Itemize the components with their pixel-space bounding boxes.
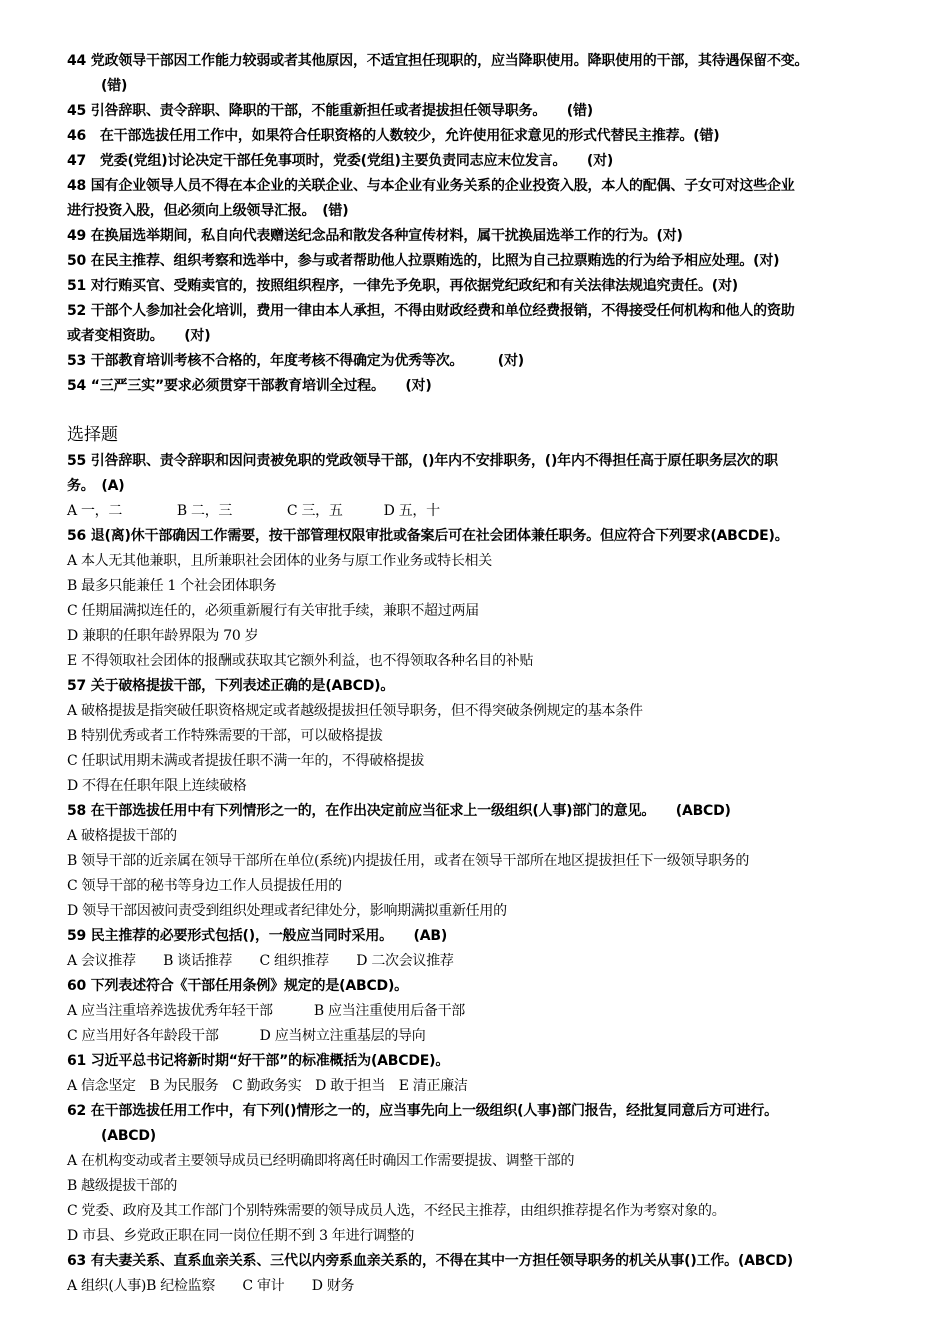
question-61-options: A 信念坚定 B 为民服务 C 勤政务实 D 敢于担当 E 清正廉洁 — [67, 1078, 468, 1094]
question-52-line-1: 52 干部个人参加社会化培训，费用一律由本人承担，不得由财政经费和单位经费报销，不得接受任何机构和他人的资助 — [67, 303, 795, 319]
question-60-options-cd: C 应当用好各年龄段干部 D 应当树立注重基层的导向 — [67, 1028, 426, 1044]
question-57-option-a: A 破格提拔是指突破任职资格规定或者越级提拔担任领导职务，但不得突破条例规定的基本条件 — [67, 703, 643, 719]
question-56-option-d: D 兼职的任职年龄界限为 70 岁 — [67, 628, 259, 644]
question-62-line-1: 62 在干部选拔任用工作中，有下列()情形之一的，应当事先向上一级组织(人事)部门报告，经批复同意后方可进行。 — [67, 1103, 778, 1119]
question-62-option-d: D 市县、乡党政正职在同一岗位任期不到 3 年进行调整的 — [67, 1228, 415, 1244]
question-62-answer: (ABCD) — [101, 1128, 156, 1144]
question-50: 50 在民主推荐、组织考察和选举中，参与或者帮助他人拉票贿选的，比照为自己拉票贿选的行为给予相应处理。(对) — [67, 253, 780, 269]
question-62-option-a: A 在机构变动或者主要领导成员已经明确即将离任时确因工作需要提拔、调整干部的 — [67, 1153, 575, 1169]
section-title: 选择题 — [67, 425, 118, 445]
question-62-option-b: B 越级提拔干部的 — [67, 1178, 178, 1194]
question-58-option-c: C 领导干部的秘书等身边工作人员提拔任用的 — [67, 878, 342, 894]
question-60: 60 下列表述符合《干部任用条例》规定的是(ABCD)。 — [67, 978, 408, 994]
question-63-options: A 组织(人事)B 纪检监察 C 审计 D 财务 — [67, 1278, 355, 1294]
question-47: 47 党委(党组)讨论决定干部任免事项时，党委(党组)主要负责同志应末位发言。 (对) — [67, 153, 614, 169]
question-48-line-1: 48 国有企业领导人员不得在本企业的关联企业、与本企业有业务关系的企业投资入股，本人的配偶、子女可对这些企业 — [67, 178, 795, 194]
question-61: 61 习近平总书记将新时期“好干部”的标准概括为(ABCDE)。 — [67, 1053, 450, 1069]
question-55-line-2: 务。 (A) — [67, 478, 125, 494]
question-57-option-b: B 特别优秀或者工作特殊需要的干部，可以破格提拔 — [67, 728, 383, 744]
question-58-option-d: D 领导干部因被问责受到组织处理或者纪律处分，影响期满拟重新任用的 — [67, 903, 507, 919]
question-52-line-2: 或者变相资助。 (对) — [67, 328, 211, 344]
question-55-options: A 一，二 B 二，三 C 三，五 D 五，十 — [67, 503, 440, 519]
question-59: 59 民主推荐的必要形式包括()，一般应当同时采用。 (AB) — [67, 928, 448, 944]
question-57-option-c: C 任职试用期未满或者提拔任职不满一年的，不得破格提拔 — [67, 753, 425, 769]
question-54: 54 “三严三实”要求必须贯穿干部教育培训全过程。 (对) — [67, 378, 432, 394]
question-44-answer: (错) — [101, 78, 128, 94]
question-56-option-b: B 最多只能兼任 1 个社会团体职务 — [67, 578, 277, 594]
question-55-line-1: 55 引咎辞职、责令辞职和因问责被免职的党政领导干部，()年内不安排职务，()年内不得担任高于原任职务层次的职 — [67, 453, 778, 469]
question-57: 57 关于破格提拔干部，下列表述正确的是(ABCD)。 — [67, 678, 395, 694]
question-45: 45 引咎辞职、责令辞职、降职的干部，不能重新担任或者提拔担任领导职务。 (错) — [67, 103, 593, 119]
question-63: 63 有夫妻关系、直系血亲关系、三代以内旁系血亲关系的，不得在其中一方担任领导职务的机关从事()工作。(ABCD) — [67, 1253, 793, 1269]
question-51: 51 对行贿买官、受贿卖官的，按照组织程序，一律先予免职，再依据党纪政纪和有关法律法规追究责任。(对) — [67, 278, 738, 294]
question-56-option-c: C 任期届满拟连任的，必须重新履行有关审批手续，兼职不超过两届 — [67, 603, 479, 619]
question-62-option-c: C 党委、政府及其工作部门个别特殊需要的领导成员人选，不经民主推荐，由组织推荐提名作为考察对象的。 — [67, 1203, 726, 1219]
question-49: 49 在换届选举期间，私自向代表赠送纪念品和散发各种宣传材料，属干扰换届选举工作的行为。(对) — [67, 228, 683, 244]
question-60-options-ab: A 应当注重培养选拔优秀年轻干部 B 应当注重使用后备干部 — [67, 1003, 465, 1019]
question-58-option-b: B 领导干部的近亲属在领导干部所在单位(系统)内提拔任用，或者在领导干部所在地区提拔担任下一级领导职务的 — [67, 853, 750, 869]
question-56-option-a: A 本人无其他兼职，且所兼职社会团体的业务与原工作业务或特长相关 — [67, 553, 492, 569]
question-48-line-2: 进行投资入股，但必须向上级领导汇报。 (错) — [67, 203, 349, 219]
question-56-option-e: E 不得领取社会团体的报酬或获取其它额外利益，也不得领取各种名目的补贴 — [67, 653, 534, 669]
question-57-option-d: D 不得在任职年限上连续破格 — [67, 778, 247, 794]
question-58-option-a: A 破格提拔干部的 — [67, 828, 177, 844]
question-56: 56 退(离)休干部确因工作需要，按干部管理权限审批或备案后可在社会团体兼任职务。但应符合下列要求(ABCDE)。 — [67, 528, 789, 544]
question-44-line-1: 44 党政领导干部因工作能力较弱或者其他原因，不适宜担任现职的，应当降职使用。降职使用的干部，其待遇保留不变。 — [67, 53, 809, 69]
question-58: 58 在干部选拔任用中有下列情形之一的，在作出决定前应当征求上一级组织(人事)部门的意见。 (ABCD) — [67, 803, 731, 819]
question-53: 53 干部教育培训考核不合格的，年度考核不得确定为优秀等次。 (对) — [67, 353, 524, 369]
question-46: 46 在干部选拔任用工作中，如果符合任职资格的人数较少，允许使用征求意见的形式代替民主推荐。(错) — [67, 128, 720, 144]
question-59-options: A 会议推荐 B 谈话推荐 C 组织推荐 D 二次会议推荐 — [67, 953, 454, 969]
